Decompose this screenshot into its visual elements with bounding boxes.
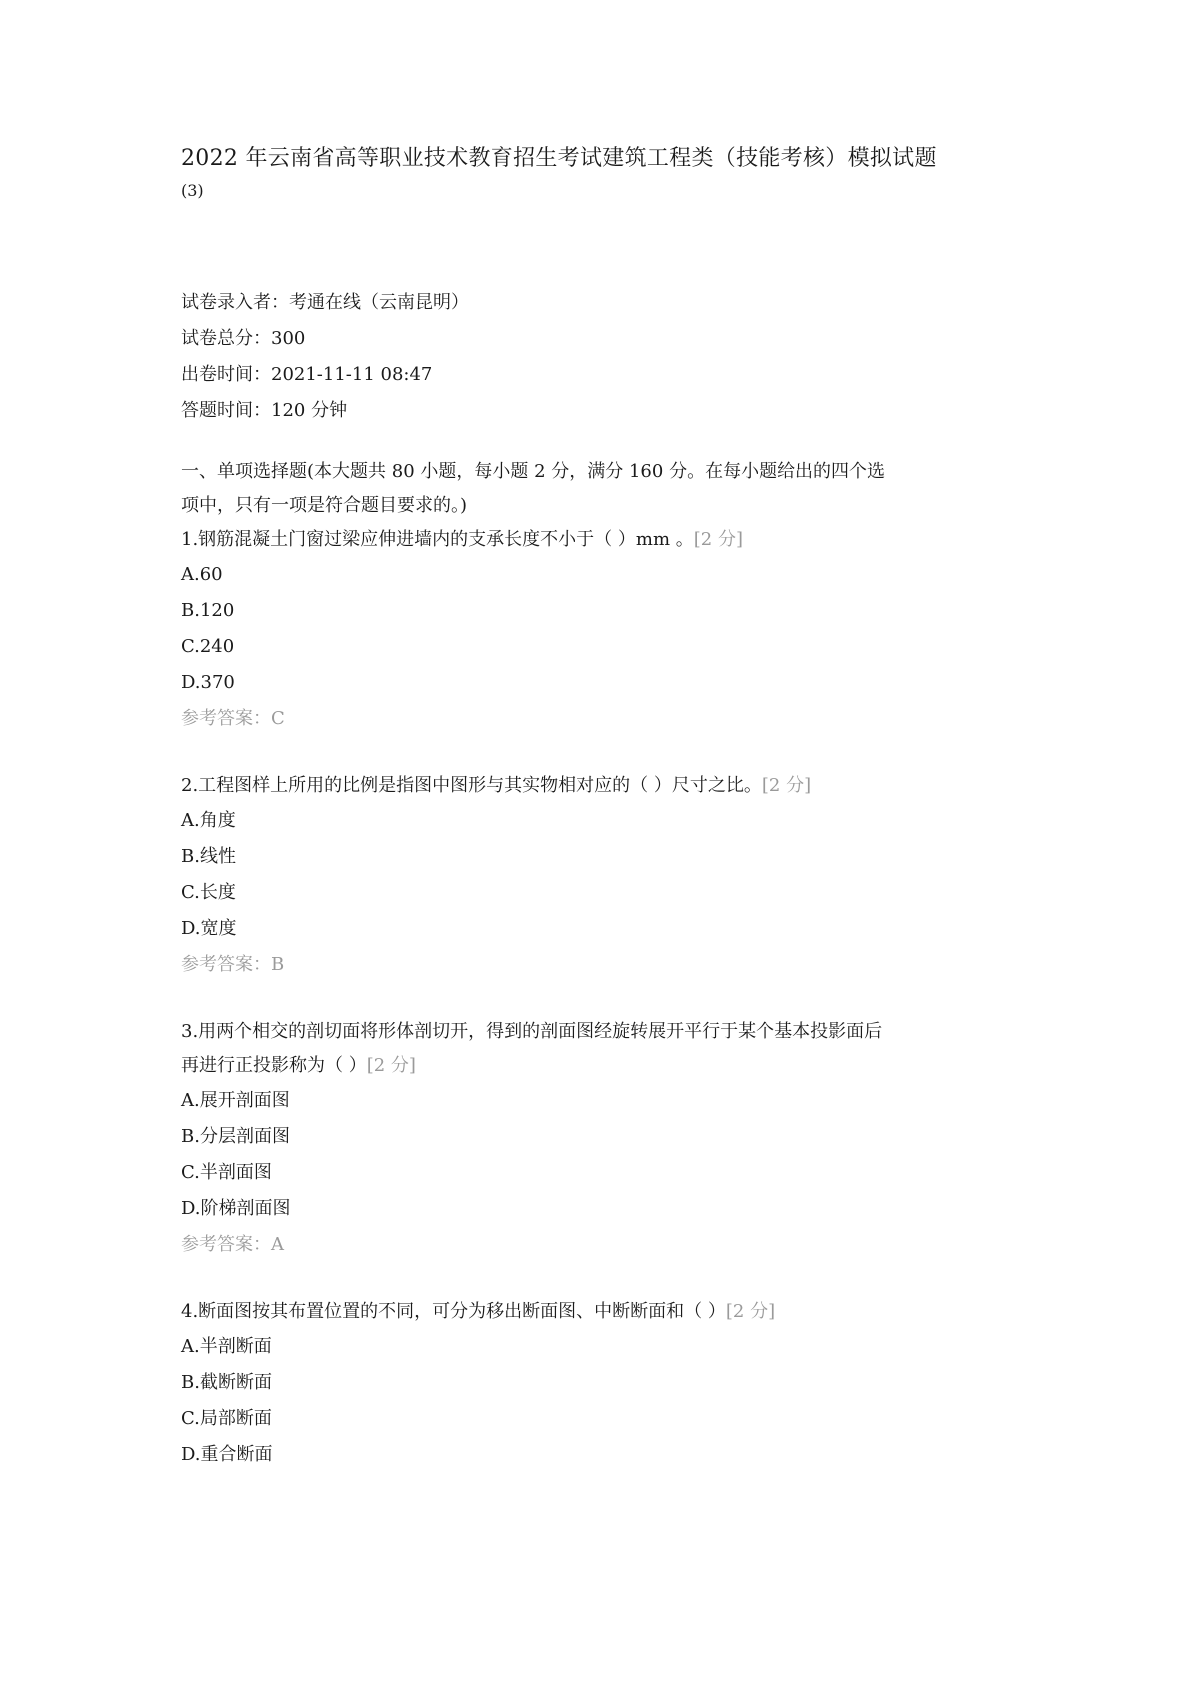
reference-answer: 参考答案：B bbox=[181, 954, 285, 975]
option-a[interactable]: A.60 bbox=[181, 564, 223, 585]
meta-author: 试卷录入者：考通在线（云南昆明） bbox=[181, 292, 469, 313]
question-stem: 1.钢筋混凝土门窗过梁应伸进墙内的支承长度不小于（ ）mm 。 bbox=[181, 529, 694, 550]
question-2 bbox=[181, 769, 1001, 983]
question-text bbox=[181, 1295, 1001, 1329]
option-a[interactable]: A.半剖断面 bbox=[181, 1336, 272, 1357]
meta-total-score: 试卷总分：300 bbox=[181, 328, 306, 349]
exam-document bbox=[181, 140, 1001, 1473]
document-title-suffix: (3) bbox=[181, 181, 204, 200]
meta-issue-time: 出卷时间：2021-11-11 08:47 bbox=[181, 364, 433, 385]
option-a[interactable]: A.展开剖面图 bbox=[181, 1090, 290, 1111]
question-text bbox=[181, 523, 1001, 557]
section-heading-line1: 一、单项选择题(本大题共 80 小题，每小题 2 分，满分 160 分。在每小题给出的四个选 bbox=[181, 461, 886, 482]
question-stem-cont: 再进行正投影称为（ ） bbox=[181, 1055, 367, 1076]
question-text-cont bbox=[181, 1049, 1001, 1083]
question-3 bbox=[181, 1015, 1001, 1263]
reference-answer: 参考答案：C bbox=[181, 708, 285, 729]
question-1 bbox=[181, 523, 1001, 737]
spacer bbox=[181, 1263, 1001, 1295]
question-score: [2 分] bbox=[366, 1055, 416, 1076]
reference-answer: 参考答案：A bbox=[181, 1234, 284, 1255]
section-heading bbox=[181, 455, 1001, 523]
option-b[interactable]: B.线性 bbox=[181, 846, 236, 867]
document-title: 2022 年云南省高等职业技术教育招生考试建筑工程类（技能考核）模拟试题 bbox=[181, 146, 937, 171]
question-score: [2 分] bbox=[725, 1301, 776, 1322]
question-text bbox=[181, 769, 1001, 803]
exam-meta bbox=[181, 285, 1001, 429]
question-text bbox=[181, 1015, 1001, 1049]
meta-duration: 答题时间：120 分钟 bbox=[181, 400, 348, 421]
option-c[interactable]: C.局部断面 bbox=[181, 1408, 272, 1429]
question-stem: 3.用两个相交的剖切面将形体剖切开，得到的剖面图经旋转展开平行于某个基本投影面后 bbox=[181, 1021, 883, 1042]
spacer bbox=[181, 737, 1001, 769]
option-b[interactable]: B.120 bbox=[181, 600, 235, 621]
option-d[interactable]: D.宽度 bbox=[181, 918, 237, 939]
spacer bbox=[181, 983, 1001, 1015]
question-stem: 2.工程图样上所用的比例是指图中图形与其实物相对应的（ ）尺寸之比。 bbox=[181, 775, 762, 796]
option-d[interactable]: D.370 bbox=[181, 672, 235, 693]
option-c[interactable]: C.长度 bbox=[181, 882, 236, 903]
question-score: [2 分] bbox=[693, 529, 743, 550]
option-d[interactable]: D.阶梯剖面图 bbox=[181, 1198, 291, 1219]
section-heading-line2: 项中，只有一项是符合题目要求的。) bbox=[181, 495, 468, 516]
option-b[interactable]: B.分层剖面图 bbox=[181, 1126, 290, 1147]
question-score: [2 分] bbox=[761, 775, 812, 796]
option-c[interactable]: C.240 bbox=[181, 636, 235, 657]
option-d[interactable]: D.重合断面 bbox=[181, 1444, 273, 1465]
option-a[interactable]: A.角度 bbox=[181, 810, 236, 831]
question-stem: 4.断面图按其布置位置的不同，可分为移出断面图、中断断面和（ ） bbox=[181, 1301, 726, 1322]
option-b[interactable]: B.截断断面 bbox=[181, 1372, 272, 1393]
option-c[interactable]: C.半剖面图 bbox=[181, 1162, 272, 1183]
question-4 bbox=[181, 1295, 1001, 1473]
